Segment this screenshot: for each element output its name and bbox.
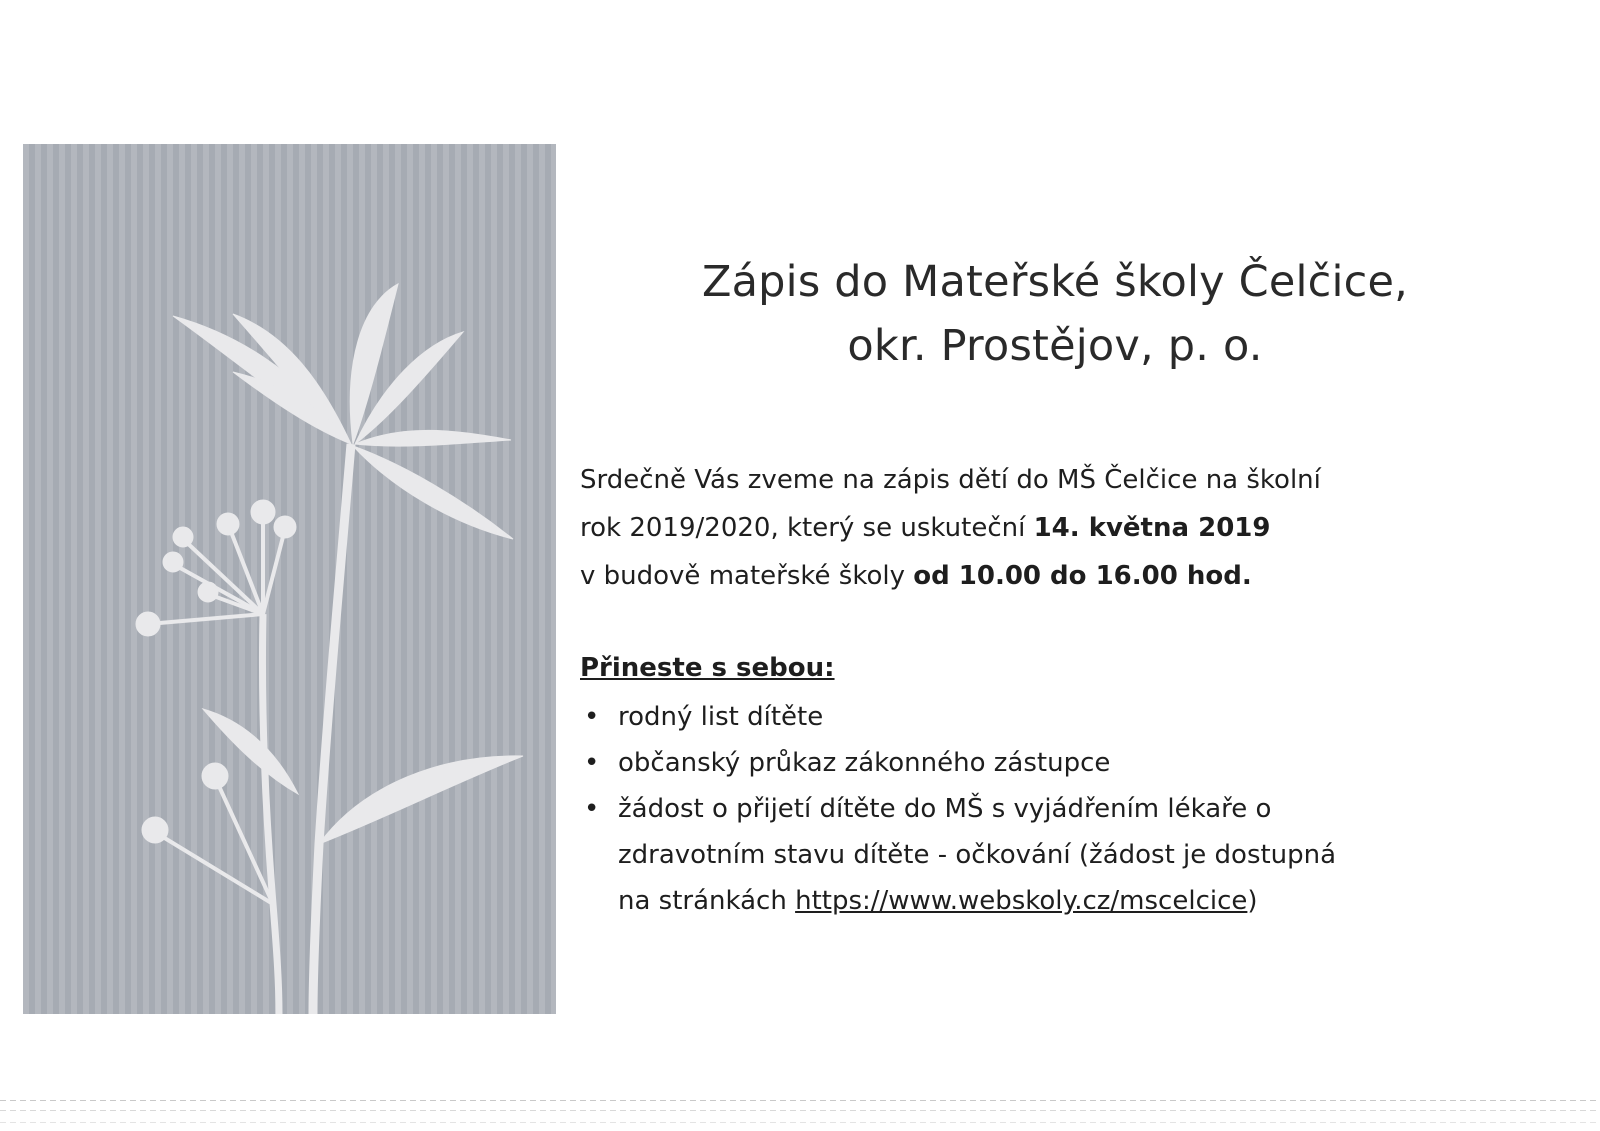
invitation-text [580,456,1500,600]
list-item [580,694,1580,740]
invitation-line-3-text: v budově mateřské školy [580,561,914,591]
title-line-1: Zápis do Mateřské školy Čelčice, [701,257,1409,307]
list-item [580,740,1580,786]
bring-list [580,694,1580,924]
list-item-text-line-3 [618,878,1580,924]
scan-artifact-line [0,1110,1600,1111]
list-item-text-suffix: ) [1247,886,1258,916]
enrollment-date: 14. května 2019 [1033,513,1271,543]
invitation-line-3 [580,552,1500,600]
invitation-line-1: Srdečně Vás zveme na zápis dětí do MŠ Čelčice na školní [580,465,1321,495]
list-item-text: žádost o přijetí dítěte do MŠ s vyjádřením lékaře o [618,794,1272,824]
list-item-text: občanský průkaz zákonného zástupce [618,748,1111,778]
list-item [580,786,1580,924]
bullet-icon: • [584,794,600,824]
list-item-text-line-2: zdravotním stavu dítěte - očkování (žádost je dostupná [618,840,1337,870]
list-item-text-prefix: na stránkách [618,886,796,916]
title-line-2: okr. Prostějov, p. o. [847,321,1263,371]
page-title [580,250,1530,378]
invitation-line-2 [580,504,1500,552]
scan-artifact-line [0,1100,1600,1101]
plant-silhouette-icon [23,144,556,1014]
bullet-icon: • [584,748,600,778]
plant-illustration [23,144,556,1014]
bring-heading: Přineste s sebou: [580,653,835,683]
bullet-icon: • [584,702,600,732]
list-item-text: rodný list dítěte [618,702,824,732]
flyer-content [580,250,1580,924]
enrollment-hours: od 10.00 do 16.00 hod. [913,561,1252,591]
scan-artifact-line [0,1122,1600,1123]
invitation-line-2-text: rok 2019/2020, který se uskuteční [580,513,1034,543]
school-website-link[interactable]: https://www.webskoly.cz/mscelcice [795,886,1248,916]
